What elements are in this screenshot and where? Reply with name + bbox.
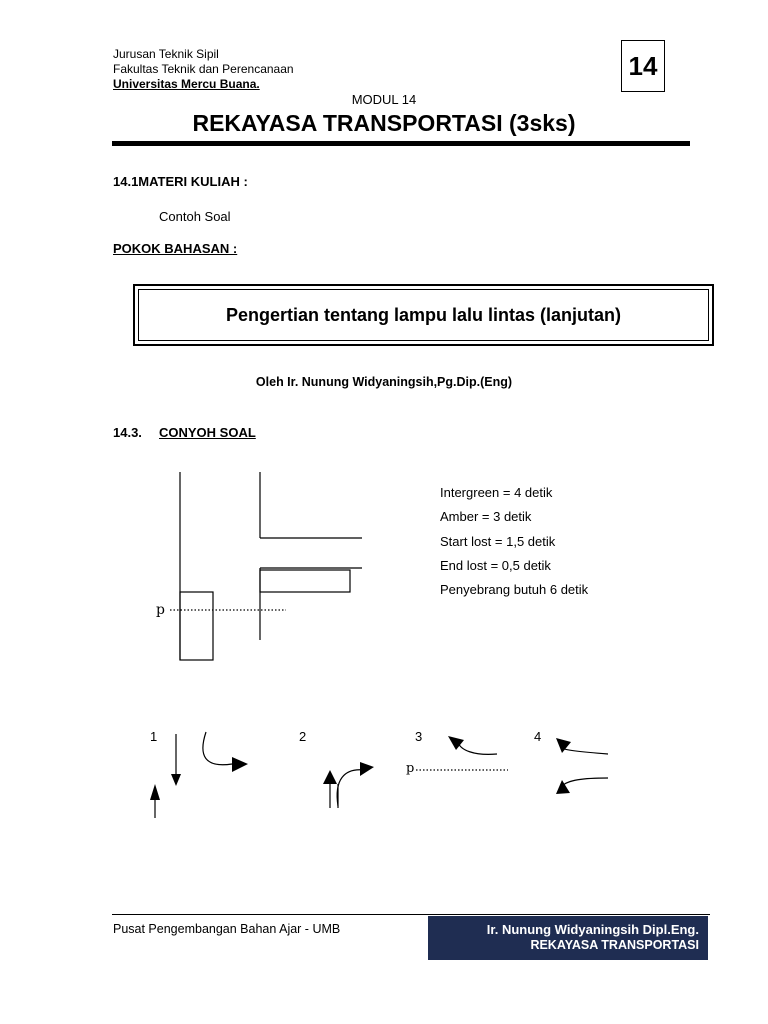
parameter-list: [440, 481, 588, 602]
footer-rule: [112, 914, 710, 915]
pokok-heading: POKOK BAHASAN :: [113, 241, 238, 256]
phase-3-label: 3: [415, 729, 423, 744]
phase-3-p-label: p: [406, 761, 415, 776]
faculty-text: Fakultas Teknik dan Perencanaan: [113, 62, 294, 76]
topic-title: Pengertian tentang lampu lalu lintas (lanjutan): [138, 289, 709, 341]
param-amber: Amber = 3 detik: [440, 509, 532, 525]
phase-4-label: 4: [534, 729, 542, 744]
module-label: MODUL 14: [351, 92, 417, 107]
department-text: Jurusan Teknik Sipil: [113, 47, 219, 61]
footer-author: Ir. Nunung Widyaningsih Dipl.Eng.: [486, 922, 699, 937]
subsection-number: 14.3.: [113, 425, 142, 440]
param-start-lost: Start lost = 1,5 detik: [440, 533, 556, 549]
phase-1-label: 1: [150, 729, 158, 744]
param-intergreen: Intergreen = 4 detik: [440, 485, 553, 500]
module-number-box: 14: [621, 40, 665, 92]
materi-heading: 14.1MATERI KULIAH :: [113, 174, 248, 189]
footer-course: REKAYASA TRANSPORTASI: [530, 938, 699, 952]
author-line: Oleh Ir. Nunung Widyaningsih,Pg.Dip.(Eng): [255, 375, 513, 389]
param-pedestrian: Penyebrang butuh 6 detik: [440, 582, 589, 598]
footer-left-text: Pusat Pengembangan Bahan Ajar - UMB: [113, 922, 341, 936]
university-text: Universitas Mercu Buana.: [113, 77, 260, 91]
materi-item: Contoh Soal: [159, 209, 231, 224]
param-end-lost: End lost = 0,5 detik: [440, 557, 551, 573]
course-title: REKAYASA TRANSPORTASI (3sks): [192, 110, 576, 136]
subsection-title: CONYOH SOAL: [159, 425, 256, 440]
phase-2-label: 2: [299, 729, 307, 744]
intersection-p-label: p: [156, 602, 165, 618]
footer-box: [428, 916, 708, 960]
